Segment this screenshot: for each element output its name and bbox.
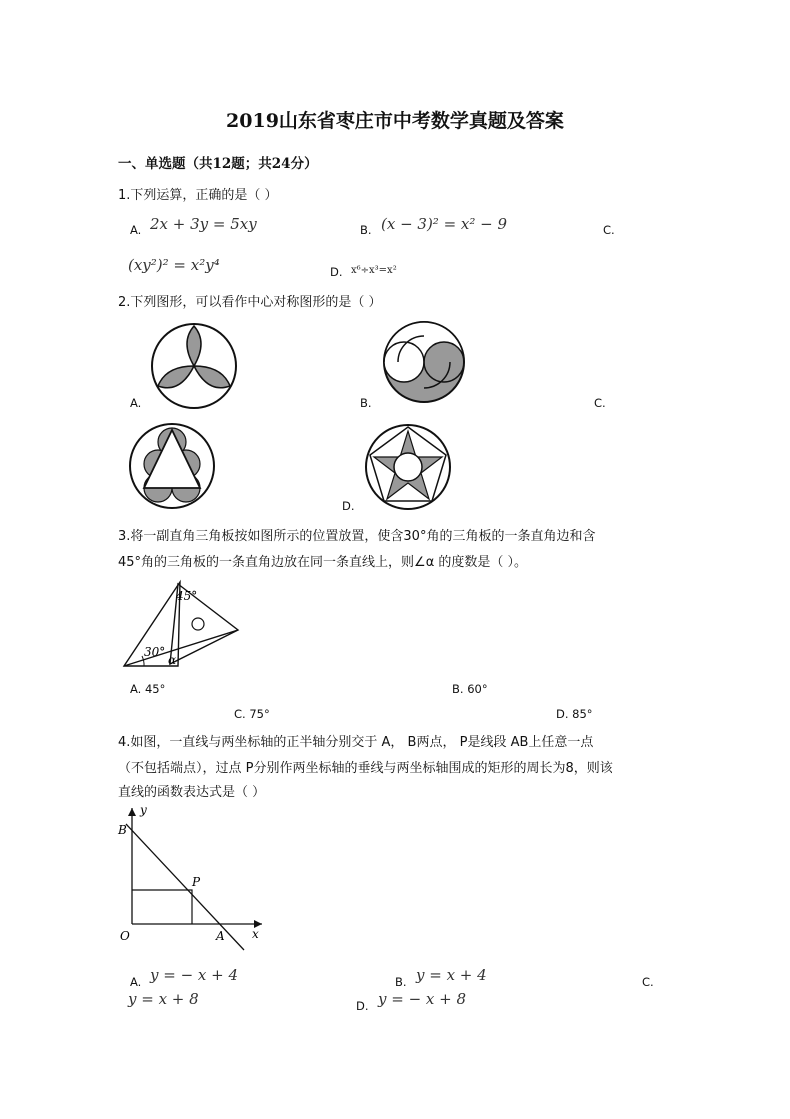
q4-option-d-label: D. bbox=[356, 999, 369, 1013]
q3-stem-line1: 3.将一副直角三角板按如图所示的位置放置，使含30°角的三角板的一条直角边和含 bbox=[118, 529, 596, 544]
q4-label-a: A bbox=[216, 929, 225, 943]
q3-option-d: D. 85° bbox=[556, 707, 593, 721]
q3-option-a: A. 45° bbox=[130, 682, 166, 696]
page-title: 2019山东省枣庄市中考数学真题及答案 bbox=[226, 110, 564, 132]
q2-figure-d bbox=[364, 423, 452, 511]
q1-option-d-label: D. bbox=[330, 265, 343, 279]
q1-option-b-label: B. bbox=[360, 223, 372, 237]
q1-stem: 1.下列运算，正确的是（ ） bbox=[118, 188, 278, 203]
q2-stem: 2.下列图形，可以看作中心对称图形的是（ ） bbox=[118, 295, 382, 310]
q4-stem-line1: 4.如图，一直线与两坐标轴的正半轴分别交于 A， B两点， P是线段 AB上任意一点 bbox=[118, 735, 594, 750]
q4-option-c-label: C. bbox=[642, 975, 654, 989]
q2-figure-a bbox=[150, 322, 238, 410]
q4-label-p: P bbox=[192, 875, 201, 889]
q4-stem-line3: 直线的函数表达式是（ ） bbox=[118, 785, 266, 800]
q4-option-b-label: B. bbox=[395, 975, 407, 989]
q2-figure-b bbox=[382, 320, 466, 404]
q4-label-o: O bbox=[120, 929, 130, 943]
q3-option-b: B. 60° bbox=[452, 682, 488, 696]
q1-option-b-expr: (x − 3)² = x² − 9 bbox=[381, 215, 508, 233]
q4-option-c-expr: y = x + 8 bbox=[128, 990, 199, 1008]
q1-option-c-label: C. bbox=[603, 223, 615, 237]
q1-option-d-expr: x⁶÷x³=x² bbox=[351, 265, 397, 276]
section-heading: 一、单选题（共12题；共24分） bbox=[118, 156, 318, 172]
q4-option-d-expr: y = − x + 8 bbox=[378, 990, 467, 1008]
q4-figure bbox=[116, 802, 272, 956]
q4-option-a-label: A. bbox=[130, 975, 142, 989]
q3-option-c: C. 75° bbox=[234, 707, 270, 721]
q3-label-alpha: α bbox=[168, 653, 177, 667]
q4-option-b-expr: y = x + 4 bbox=[416, 966, 487, 984]
q4-label-y: y bbox=[140, 803, 147, 817]
q4-label-b: B bbox=[118, 823, 127, 837]
q3-stem-line2: 45°角的三角板的一条直角边放在同一条直线上，则∠α 的度数是（ ）。 bbox=[118, 555, 528, 570]
q2-option-d-label: D. bbox=[342, 499, 355, 513]
q2-figure-c bbox=[128, 422, 216, 510]
q2-option-c-label: C. bbox=[594, 396, 606, 410]
q4-option-a-expr: y = − x + 4 bbox=[150, 966, 239, 984]
q3-label-45: 45° bbox=[176, 589, 198, 603]
q2-option-b-label: B. bbox=[360, 396, 372, 410]
q4-stem-line2: （不包括端点），过点 P分别作两坐标轴的垂线与两坐标轴围成的矩形的周长为8，则该 bbox=[118, 761, 613, 776]
q1-option-a-label: A. bbox=[130, 223, 142, 237]
q3-label-30: 30° bbox=[144, 645, 166, 659]
q3-figure bbox=[120, 580, 246, 670]
q1-option-c-expr: (xy²)² = x²y⁴ bbox=[128, 256, 220, 274]
q2-option-a-label: A. bbox=[130, 396, 142, 410]
q4-label-x: x bbox=[252, 927, 259, 941]
q1-option-a-expr: 2x + 3y = 5xy bbox=[150, 215, 257, 233]
